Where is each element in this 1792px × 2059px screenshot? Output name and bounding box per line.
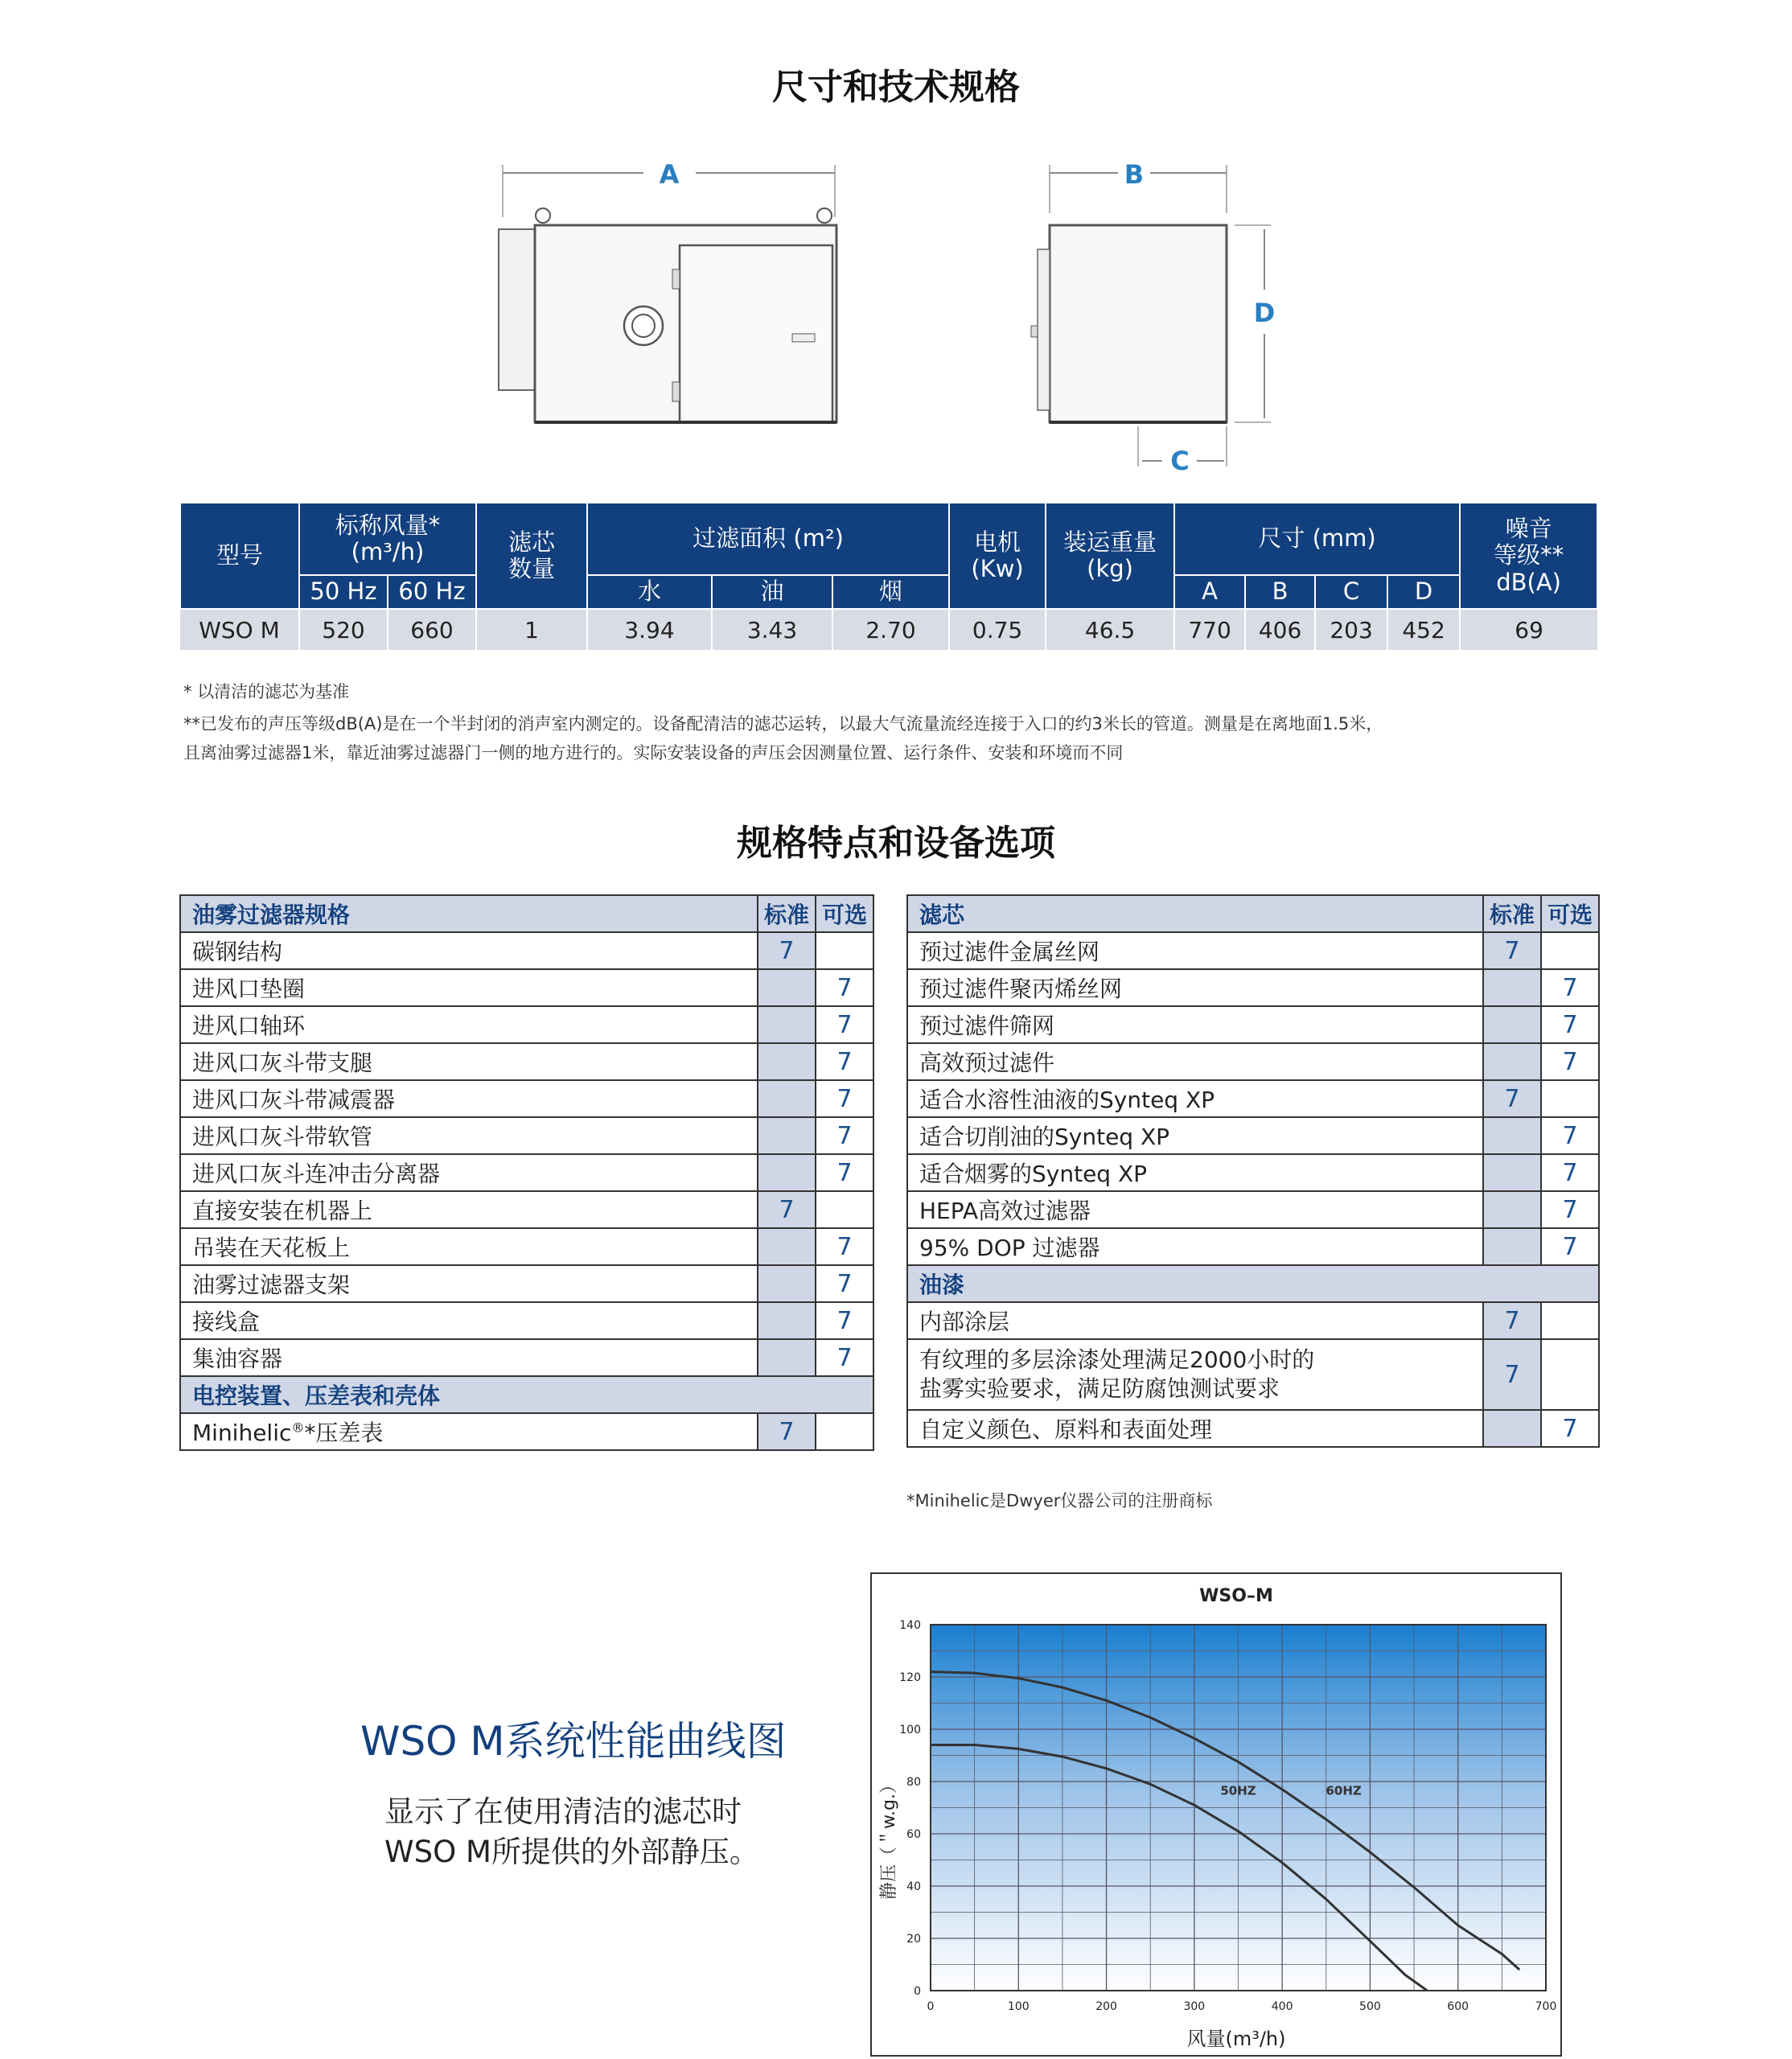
standard-mark: [758, 1302, 816, 1339]
h-filters: 滤芯 数量: [476, 503, 587, 609]
row-label: 直接安装在机器上: [180, 1191, 758, 1228]
table-row: [907, 1339, 1599, 1410]
cell-smoke: 2.70: [832, 609, 949, 650]
row-label: 进风口垫圈: [180, 969, 758, 1006]
x-tick-label: 100: [1007, 2000, 1030, 2013]
optional-mark: 7: [1541, 1117, 1599, 1154]
table-row: [907, 1302, 1599, 1339]
note-1: * 以清洁的滤芯为基准: [183, 682, 350, 701]
row-label: 适合水溶性油液的Synteq XP: [907, 1080, 1483, 1117]
h-area: 过滤面积 (m²): [587, 503, 949, 575]
table-row: [907, 1080, 1599, 1117]
table-row: [180, 1043, 873, 1080]
series-label-60hz: 60HZ: [1326, 1783, 1362, 1798]
optional-mark: [816, 1413, 873, 1450]
cell-weight: 46.5: [1046, 609, 1174, 650]
optional-mark: 7: [1541, 969, 1599, 1006]
row-label: 预过滤件聚丙烯丝网: [907, 969, 1483, 1006]
row-label: 有纹理的多层涂漆处理满足2000小时的 盐雾实验要求，满足防腐蚀测试要求: [907, 1339, 1483, 1410]
table-row: [180, 1006, 873, 1043]
optional-mark: 7: [816, 1006, 873, 1043]
row-label: HEPA高效过滤器: [907, 1191, 1483, 1228]
table-row: [180, 1228, 873, 1265]
optional-mark: 7: [816, 1080, 873, 1117]
x-axis-label: 风量(m³/h): [1186, 2028, 1286, 2050]
x-tick-label: 400: [1271, 2000, 1293, 2013]
row-label: 预过滤件筛网: [907, 1006, 1483, 1043]
performance-chart: [870, 1572, 1562, 2059]
dimensions-title: 尺寸和技术规格: [772, 67, 1020, 108]
h-weight: 装运重量 (kg): [1046, 503, 1174, 609]
table-row: [907, 1154, 1599, 1191]
cell-water: 3.94: [587, 609, 712, 650]
standard-mark: [1483, 1117, 1541, 1154]
cell-50hz: 520: [299, 609, 388, 650]
performance-title: WSO M系统性能曲线图: [360, 1718, 787, 1765]
row-label: 适合烟雾的Synteq XP: [907, 1154, 1483, 1191]
table-row: [180, 1413, 873, 1450]
y-axis-label: 静压（＂w.g.）: [879, 1776, 899, 1900]
performance-desc-2: WSO M所提供的外部静压。: [384, 1835, 759, 1869]
standard-mark: 7: [1483, 1302, 1541, 1339]
performance-desc-1: 显示了在使用清洁的滤芯时: [384, 1794, 742, 1829]
standard-mark: [758, 1043, 816, 1080]
h-noise: 噪音 等级** dB(A): [1460, 503, 1597, 609]
optional-mark: 7: [816, 1339, 873, 1376]
optional-mark: [816, 1191, 873, 1228]
table-row: [180, 1191, 873, 1228]
dim-label-b: B: [1124, 159, 1145, 190]
row-label: 油雾过滤器支架: [180, 1265, 758, 1302]
series-label-50hz: 50HZ: [1220, 1783, 1256, 1798]
dim-label-a: A: [659, 159, 680, 190]
row-label: 进风口灰斗带支腿: [180, 1043, 758, 1080]
left-header: 油雾过滤器规格: [180, 895, 758, 932]
standard-mark: 7: [758, 932, 816, 969]
front-view-drawing: [483, 153, 853, 442]
right-opt-header: 可选: [1541, 895, 1599, 932]
table-row: [180, 1154, 873, 1191]
optional-mark: 7: [816, 1117, 873, 1154]
y-tick-label: 0: [914, 1985, 921, 1998]
standard-mark: [1483, 1154, 1541, 1191]
standard-mark: 7: [1483, 932, 1541, 969]
x-tick-label: 300: [1183, 2000, 1206, 2013]
standard-mark: [1483, 1006, 1541, 1043]
y-tick-label: 40: [906, 1880, 921, 1893]
optional-mark: 7: [1541, 1154, 1599, 1191]
row-label: 进风口灰斗带软管: [180, 1117, 758, 1154]
h-size: 尺寸 (mm): [1174, 503, 1460, 575]
standard-mark: [1483, 1043, 1541, 1080]
left-std-header: 标准: [758, 895, 816, 932]
spec-row: [180, 609, 1597, 650]
standard-mark: 7: [1483, 1339, 1541, 1410]
y-tick-label: 140: [899, 1619, 921, 1632]
standard-mark: 7: [758, 1413, 816, 1450]
standard-mark: [758, 1265, 816, 1302]
cell-oil: 3.43: [712, 609, 832, 650]
row-label: 进风口灰斗带减震器: [180, 1080, 758, 1117]
optional-mark: 7: [1541, 1043, 1599, 1080]
standard-mark: [1483, 1228, 1541, 1265]
table-row: [180, 1117, 873, 1154]
table-row: [180, 969, 873, 1006]
h-d: D: [1387, 575, 1460, 609]
standard-mark: [1483, 969, 1541, 1006]
note-3: 且离油雾过滤器1米，靠近油雾过滤器门一侧的地方进行的。实际安装设备的声压会因测量位置、运行条件、安装和环境而不同: [183, 743, 1124, 762]
filter-element-table: [906, 894, 1600, 1448]
table-row: [180, 1080, 873, 1117]
row-label: 进风口轴环: [180, 1006, 758, 1043]
right-header: 滤芯: [907, 895, 1483, 932]
optional-mark: 7: [816, 1043, 873, 1080]
x-tick-label: 200: [1095, 2000, 1117, 2013]
standard-mark: 7: [758, 1191, 816, 1228]
h-50hz: 50 Hz: [299, 575, 388, 609]
optional-mark: [1541, 932, 1599, 969]
standard-mark: [758, 1228, 816, 1265]
dim-label-d: D: [1253, 298, 1276, 328]
h-60hz: 60 Hz: [388, 575, 476, 609]
row-label: 碳钢结构: [180, 932, 758, 969]
standard-mark: 7: [1483, 1080, 1541, 1117]
table-row: [180, 1339, 873, 1376]
standard-mark: [758, 1154, 816, 1191]
row-label: 高效预过滤件: [907, 1043, 1483, 1080]
optional-mark: [1541, 1080, 1599, 1117]
h-c: C: [1315, 575, 1387, 609]
chart-title: WSO–M: [1199, 1586, 1273, 1606]
optional-mark: 7: [816, 1154, 873, 1191]
y-tick-label: 100: [899, 1724, 921, 1736]
standard-mark: [758, 1117, 816, 1154]
features-title: 规格特点和设备选项: [737, 823, 1055, 864]
cell-d: 452: [1387, 609, 1460, 650]
h-smoke: 烟: [832, 575, 949, 609]
optional-mark: 7: [816, 1265, 873, 1302]
standard-mark: [758, 1006, 816, 1043]
y-tick-label: 80: [906, 1776, 921, 1789]
table-row: [180, 1302, 873, 1339]
y-tick-label: 60: [906, 1828, 921, 1841]
standard-mark: [758, 969, 816, 1006]
h-water: 水: [587, 575, 712, 609]
optional-mark: 7: [1541, 1006, 1599, 1043]
table-row: [907, 1117, 1599, 1154]
h-airflow: 标称风量* (m³/h): [299, 503, 476, 575]
h-motor: 电机 (Kw): [949, 503, 1046, 609]
h-model: 型号: [180, 503, 299, 609]
row-label: 适合切削油的Synteq XP: [907, 1117, 1483, 1154]
row-label: Minihelic®*压差表: [180, 1413, 758, 1450]
optional-mark: [1541, 1339, 1599, 1410]
cell-b: 406: [1245, 609, 1315, 650]
y-tick-label: 120: [899, 1671, 921, 1684]
x-tick-label: 500: [1359, 2000, 1381, 2013]
standard-mark: [758, 1080, 816, 1117]
h-oil: 油: [712, 575, 832, 609]
table-row: [907, 1228, 1599, 1265]
table-row: [907, 969, 1599, 1006]
h-a: A: [1174, 575, 1245, 609]
optional-mark: 7: [816, 1302, 873, 1339]
table-row: [907, 1191, 1599, 1228]
optional-mark: 7: [1541, 1191, 1599, 1228]
table-row: [907, 932, 1599, 969]
standard-mark: [758, 1339, 816, 1376]
row-label: 自定义颜色、原料和表面处理: [907, 1410, 1483, 1447]
optional-mark: 7: [1541, 1228, 1599, 1265]
x-tick-label: 700: [1535, 2000, 1557, 2013]
cell-noise: 69: [1460, 609, 1597, 650]
cell-filters: 1: [476, 609, 587, 650]
table-row: [180, 1265, 873, 1302]
row-label: 95% DOP 过滤器: [907, 1228, 1483, 1265]
row-label: 进风口灰斗连冲击分离器: [180, 1154, 758, 1191]
cell-a: 770: [1174, 609, 1245, 650]
left-opt-header: 可选: [816, 895, 873, 932]
standard-mark: [1483, 1191, 1541, 1228]
table-row: [907, 1043, 1599, 1080]
cell-60hz: 660: [388, 609, 476, 650]
optional-mark: [1541, 1302, 1599, 1339]
cell-model: WSO M: [180, 609, 299, 650]
table-row: [180, 932, 873, 969]
x-tick-label: 600: [1447, 2000, 1469, 2013]
y-tick-label: 20: [906, 1933, 921, 1946]
dim-label-c: C: [1170, 446, 1190, 475]
spec-table: [179, 502, 1598, 650]
table-row: [907, 1410, 1599, 1447]
row-label: 内部涂层: [907, 1302, 1483, 1339]
row-label: 预过滤件金属丝网: [907, 932, 1483, 969]
right-section-paint: 油漆: [907, 1265, 1599, 1302]
row-label: 吊装在天花板上: [180, 1228, 758, 1265]
note-2: **已发布的声压等级dB(A)是在一个半封闭的消声室内测定的。设备配清洁的滤芯运转，以最大气流量流经连接于入口的约3米长的管道。测量是在离地面1.5米，: [183, 714, 1383, 734]
row-label: 集油容器: [180, 1339, 758, 1376]
left-section-controls: 电控装置、压差表和壳体: [180, 1376, 873, 1413]
optional-mark: 7: [1541, 1410, 1599, 1447]
optional-mark: [816, 932, 873, 969]
cell-motor: 0.75: [949, 609, 1046, 650]
cell-c: 203: [1315, 609, 1387, 650]
row-label: 接线盒: [180, 1302, 758, 1339]
x-tick-label: 0: [927, 2000, 935, 2013]
table-row: [907, 1006, 1599, 1043]
right-std-header: 标准: [1483, 895, 1541, 932]
optional-mark: 7: [816, 969, 873, 1006]
standard-mark: [1483, 1410, 1541, 1447]
side-view-drawing: [1013, 153, 1303, 475]
h-b: B: [1245, 575, 1315, 609]
optional-mark: 7: [816, 1228, 873, 1265]
filter-spec-table: [179, 894, 874, 1451]
trademark-footnote: *Minihelic是Dwyer仪器公司的注册商标: [906, 1491, 1213, 1510]
